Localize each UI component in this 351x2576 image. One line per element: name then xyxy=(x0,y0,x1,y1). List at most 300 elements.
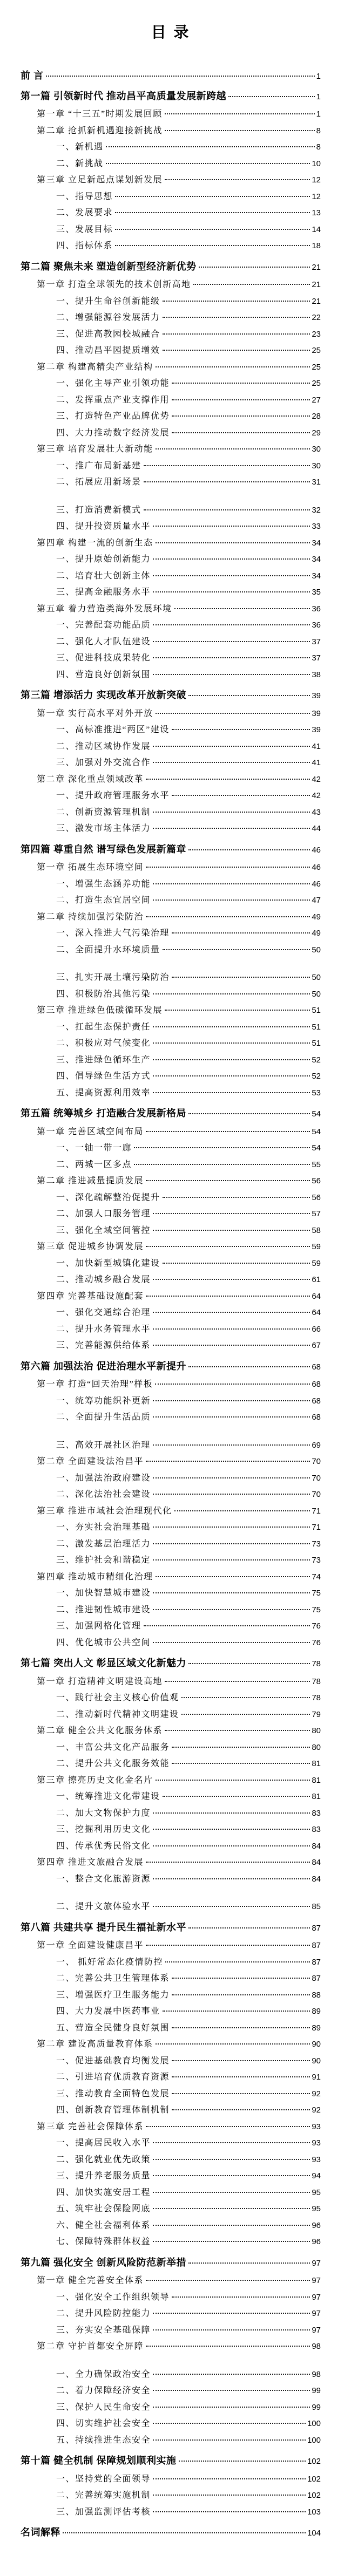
toc-entry xyxy=(21,552,321,569)
toc-entry-label: 第一章 打造“回天治理”样板 xyxy=(37,1380,153,1389)
toc-entry-label: 三、提升养老服务质量 xyxy=(56,2171,151,2180)
toc-entry-label: 五、营造全民健身良好氛围 xyxy=(56,2023,170,2033)
toc-entry-label: 一、坚持党的全面领导 xyxy=(56,2474,151,2484)
toc-entry xyxy=(21,2400,321,2417)
dot-leader xyxy=(153,1829,310,1830)
toc-entry-page: 70 xyxy=(312,1457,321,1466)
toc-entry-label: 二、发挥重点产业支撑作用 xyxy=(56,395,170,405)
dot-leader xyxy=(172,1994,310,1995)
dot-leader xyxy=(163,949,310,950)
toc-entry xyxy=(21,1377,321,1394)
toc-entry-label: 一、提升政府管理服务水平 xyxy=(56,791,170,800)
toc-entry-page: 90 xyxy=(312,2040,321,2049)
dot-leader xyxy=(199,267,310,268)
toc-entry xyxy=(21,2218,321,2235)
toc-entry-page: 84 xyxy=(312,1841,321,1851)
toc-entry-page: 92 xyxy=(312,2089,321,2098)
toc-entry-page: 49 xyxy=(312,929,321,938)
toc-entry-page: 12 xyxy=(312,175,321,185)
toc-entry-page: 97 xyxy=(312,2276,321,2285)
toc-entry-page: 88 xyxy=(312,1990,321,2000)
toc-entry-label: 三、促进科技成果转化 xyxy=(56,653,151,663)
toc-entry xyxy=(21,970,321,987)
toc-entry-label: 一、高标准推进“两区”建设 xyxy=(56,725,170,734)
dot-leader xyxy=(134,1147,310,1148)
toc-entry xyxy=(21,536,321,553)
toc-entry xyxy=(21,1872,321,1889)
dot-leader xyxy=(153,2478,306,2479)
toc-entry xyxy=(21,310,321,327)
toc-entry-page: 94 xyxy=(312,2171,321,2180)
toc-entry-label: 四、指标体系 xyxy=(56,241,113,250)
toc-entry-page: 28 xyxy=(312,412,321,421)
dot-leader xyxy=(146,916,310,917)
dot-leader xyxy=(172,432,310,433)
toc-entry-label: 二、提升风险防控能力 xyxy=(56,2309,151,2318)
dot-leader xyxy=(165,1730,310,1731)
toc-entry-page: 47 xyxy=(312,896,321,905)
toc-entry xyxy=(21,860,321,877)
toc-entry-page: 98 xyxy=(312,2342,321,2351)
toc-entry-page: 87 xyxy=(312,1974,321,1983)
toc-entry xyxy=(21,1125,321,1141)
toc-entry xyxy=(21,2339,321,2356)
dot-leader xyxy=(165,130,315,131)
toc-entry xyxy=(21,2367,321,2384)
toc-entry xyxy=(21,206,321,222)
dot-leader xyxy=(153,2374,310,2375)
dot-leader xyxy=(153,1642,310,1643)
toc-entry xyxy=(21,585,321,602)
toc-entry-page: 1 xyxy=(316,72,321,81)
dot-leader xyxy=(146,2346,310,2347)
toc-entry-label: 第二章 推进减量提质发展 xyxy=(37,1176,144,1185)
toc-entry xyxy=(21,2120,321,2136)
dot-leader xyxy=(156,542,310,543)
toc-entry-label: 二、创新资源管理机制 xyxy=(56,807,151,817)
toc-entry-page: 32 xyxy=(312,505,321,515)
toc-entry-page: 59 xyxy=(312,1258,321,1268)
toc-entry-label: 二、推动城乡融合发展 xyxy=(56,1275,151,1284)
toc-entry-label: 一、 抓好常态化疫情防控 xyxy=(56,1957,164,1967)
toc-entry-label: 第七篇 突出人文 彰显区域文化新魅力 xyxy=(21,1658,187,1668)
toc-entry xyxy=(21,1570,321,1586)
dot-leader xyxy=(163,301,310,302)
toc-entry-label: 三、激发市场主体活力 xyxy=(56,824,151,833)
toc-entry xyxy=(21,2323,321,2340)
toc-entry-label: 四、营造良好创新氛围 xyxy=(56,670,151,679)
dot-leader xyxy=(153,2423,306,2424)
dot-leader xyxy=(115,196,310,197)
toc-entry xyxy=(21,2103,321,2120)
toc-entry xyxy=(21,1069,321,1086)
toc-entry xyxy=(21,1106,321,1122)
toc-entry-label: 二、激发基层治理活力 xyxy=(56,1539,151,1549)
dot-leader xyxy=(153,1592,310,1593)
toc-entry-label: 一、统筹功能织补更新 xyxy=(56,1396,151,1406)
toc-entry-page: 52 xyxy=(312,1072,321,1081)
toc-entry-page: 27 xyxy=(312,395,321,405)
dot-leader xyxy=(174,1510,310,1511)
toc-entry xyxy=(21,376,321,393)
dot-leader xyxy=(188,2262,310,2264)
dot-leader xyxy=(163,2011,310,2012)
toc-entry-label: 一、加快智慧城市建设 xyxy=(56,1589,151,1598)
toc-entry-label: 第三章 擦亮历史文化金名片 xyxy=(37,1775,153,1785)
toc-entry-label: 一、提升生命谷创新能级 xyxy=(56,296,160,306)
dot-leader xyxy=(163,1263,310,1264)
toc-entry-label: 一、一轴一带一廊 xyxy=(56,1143,132,1153)
toc-entry-label: 第三章 立足新起点谋划新发展 xyxy=(37,175,163,185)
toc-entry-label: 第四章 完善基础设施配套 xyxy=(37,1291,144,1301)
toc-entry xyxy=(21,1586,321,1603)
toc-entry-page: 83 xyxy=(312,1825,321,1834)
toc-entry-label: 三、推动教育全面特色发展 xyxy=(56,2089,170,2098)
toc-entry xyxy=(21,1839,321,1856)
dot-leader xyxy=(172,1747,310,1748)
toc-entry-page: 103 xyxy=(307,2507,321,2517)
toc-entry-label: 三、打造特色产业品牌优势 xyxy=(56,412,170,421)
toc-entry-page: 104 xyxy=(307,2529,321,2538)
dot-leader xyxy=(156,1780,310,1781)
toc-entry-page: 54 xyxy=(312,1109,321,1119)
dot-leader xyxy=(153,2329,310,2330)
toc-entry-page: 93 xyxy=(312,2122,321,2131)
toc-entry-page: 71 xyxy=(312,1523,321,1532)
toc-entry xyxy=(21,1988,321,2005)
toc-entry xyxy=(21,1141,321,1157)
dot-leader xyxy=(153,1559,310,1560)
dot-leader xyxy=(63,2532,306,2533)
toc-entry xyxy=(21,1635,321,1652)
toc-entry xyxy=(21,1553,321,1570)
dot-leader xyxy=(156,2043,310,2045)
dot-leader xyxy=(179,2461,306,2462)
toc-entry xyxy=(21,222,321,239)
toc-entry xyxy=(21,124,321,140)
toc-entry-page: 92 xyxy=(312,2105,321,2115)
toc-entry-page: 1 xyxy=(316,92,321,101)
dot-leader xyxy=(155,1384,310,1385)
toc-list xyxy=(21,68,321,2541)
toc-entry xyxy=(21,459,321,475)
toc-entry-page: 46 xyxy=(312,879,321,889)
toc-entry xyxy=(21,140,321,156)
toc-entry xyxy=(21,706,321,723)
toc-entry xyxy=(21,1305,321,1322)
dot-leader xyxy=(144,509,310,510)
dot-leader xyxy=(172,977,310,978)
toc-entry xyxy=(21,1855,321,1872)
toc-entry xyxy=(21,519,321,536)
toc-entry-page: 35 xyxy=(312,588,321,597)
dot-leader xyxy=(172,383,310,384)
toc-entry-page: 84 xyxy=(312,1858,321,1867)
toc-entry-page: 81 xyxy=(312,1759,321,1768)
toc-entry-label: 一、增强生态涵养功能 xyxy=(56,879,151,889)
toc-entry xyxy=(21,1822,321,1839)
toc-entry xyxy=(21,2525,321,2541)
toc-entry-page: 41 xyxy=(312,741,321,751)
dot-leader xyxy=(156,448,310,449)
toc-entry-page: 95 xyxy=(312,2204,321,2213)
toc-entry xyxy=(21,2234,321,2251)
toc-entry-label: 第四篇 尊重自然 谱写绿色发展新篇章 xyxy=(21,843,187,855)
toc-entry xyxy=(21,1920,321,1937)
toc-entry-page: 64 xyxy=(312,1291,321,1301)
toc-entry-label: 四、切实维护社会安全 xyxy=(56,2419,151,2428)
toc-entry-page: 25 xyxy=(312,346,321,355)
dot-leader xyxy=(172,2296,310,2298)
toc-entry-page: 38 xyxy=(312,670,321,679)
toc-entry-page: 59 xyxy=(312,1242,321,1251)
dot-leader xyxy=(153,1075,310,1076)
toc-entry xyxy=(21,393,321,410)
toc-entry-label: 一、强化交通综合治理 xyxy=(56,1308,151,1317)
toc-entry-page: 87 xyxy=(312,1923,321,1933)
toc-entry xyxy=(21,1674,321,1691)
toc-entry xyxy=(21,788,321,805)
toc-entry-page: 69 xyxy=(312,1440,321,1450)
toc-entry-page: 76 xyxy=(312,1638,321,1647)
dot-leader xyxy=(153,1230,310,1231)
toc-entry xyxy=(21,1086,321,1102)
toc-entry xyxy=(21,1938,321,1955)
toc-entry-label: 二、深化法治社会建设 xyxy=(56,1490,151,1499)
toc-entry-label: 二、着力保障经济安全 xyxy=(56,2386,151,2395)
toc-entry xyxy=(21,2152,321,2169)
toc-entry-label: 第二章 抢抓新机遇迎接新挑战 xyxy=(37,126,163,135)
dot-leader xyxy=(153,1328,310,1330)
dot-leader xyxy=(228,96,315,97)
toc-entry xyxy=(21,987,321,1004)
toc-entry xyxy=(21,877,321,894)
dot-leader xyxy=(172,1763,310,1764)
dot-leader xyxy=(153,1609,310,1610)
toc-entry-label: 三、加强网格化管理 xyxy=(56,1621,141,1631)
toc-entry-page: 37 xyxy=(312,637,321,646)
toc-entry-label: 二、提升公共文化服务效能 xyxy=(56,1759,170,1768)
toc-entry-label: 五、提高资源利用效率 xyxy=(56,1088,151,1098)
toc-entry xyxy=(21,1899,321,1916)
toc-entry-label: 三、高效开展社区治理 xyxy=(56,1440,151,1450)
dot-leader xyxy=(115,245,310,246)
toc-entry xyxy=(21,2136,321,2152)
toc-entry-page: 49 xyxy=(312,912,321,922)
toc-entry xyxy=(21,426,321,442)
dot-leader xyxy=(165,1681,310,1682)
toc-entry xyxy=(21,1174,321,1190)
toc-entry xyxy=(21,755,321,772)
toc-entry xyxy=(21,68,321,85)
toc-entry-label: 一、加强法治政府建设 xyxy=(56,1473,151,1483)
dot-leader xyxy=(153,2313,310,2314)
dot-leader xyxy=(172,2060,310,2061)
dot-leader xyxy=(153,2495,306,2496)
toc-entry-page: 30 xyxy=(312,461,321,471)
toc-entry xyxy=(21,569,321,585)
toc-entry xyxy=(21,2472,321,2489)
toc-entry-label: 一、推广布局新基建 xyxy=(56,461,141,471)
toc-entry-label: 第二章 守护首都安全屏障 xyxy=(37,2342,144,2351)
toc-entry-page: 43 xyxy=(312,807,321,817)
dot-leader xyxy=(153,2159,310,2160)
dot-leader xyxy=(153,1444,310,1446)
toc-entry-page: 81 xyxy=(312,1792,321,1801)
dot-leader xyxy=(153,1906,310,1907)
dot-leader xyxy=(106,163,310,164)
toc-entry xyxy=(21,1190,321,1207)
dot-leader xyxy=(146,1945,310,1946)
toc-entry-label: 第五章 着力营造类海外发展环境 xyxy=(37,604,172,614)
dot-leader xyxy=(153,1213,310,1214)
dot-leader xyxy=(146,1862,310,1863)
toc-entry-page: 78 xyxy=(312,1659,321,1668)
toc-entry-label: 第一章 全面建设健康昌平 xyxy=(37,1941,144,1950)
dot-leader xyxy=(163,333,310,335)
toc-entry-label: 一、强化主导产业引领功能 xyxy=(56,379,170,388)
toc-entry xyxy=(21,2416,321,2433)
toc-entry-label: 第二章 构建高精尖产业结构 xyxy=(37,362,153,372)
toc-entry xyxy=(21,1410,321,1427)
toc-entry xyxy=(21,2255,321,2272)
toc-entry-label: 三、加强监测评估考核 xyxy=(56,2507,151,2517)
toc-entry xyxy=(21,618,321,635)
toc-entry-label: 三、完善能源供给体系 xyxy=(56,1341,151,1350)
toc-entry-page: 51 xyxy=(312,1022,321,1032)
toc-entry-page: 50 xyxy=(312,945,321,955)
toc-entry-page: 50 xyxy=(312,989,321,999)
toc-entry xyxy=(21,2273,321,2290)
toc-entry-label: 第一章 健全完善安全体系 xyxy=(37,2276,144,2285)
toc-entry-page: 75 xyxy=(312,1605,321,1614)
toc-entry xyxy=(21,1338,321,1355)
dot-leader xyxy=(153,1026,310,1027)
toc-entry-page: 84 xyxy=(312,1874,321,1884)
dot-leader xyxy=(106,146,315,147)
toc-entry-label: 一、丰富公共文化产品服务 xyxy=(56,1742,170,1752)
toc-entry-page: 67 xyxy=(312,1341,321,1350)
toc-entry-page: 8 xyxy=(316,126,321,135)
toc-entry-label: 第八篇 共建共享 提升民生福祉新水平 xyxy=(21,1921,187,1933)
toc-entry xyxy=(21,2185,321,2202)
toc-entry-page: 58 xyxy=(312,1225,321,1235)
dot-leader xyxy=(153,1494,310,1495)
toc-entry xyxy=(21,1003,321,1020)
toc-entry-label: 五、筑牢社会保险网底 xyxy=(56,2204,151,2213)
toc-entry xyxy=(21,2037,321,2054)
toc-entry-page: 18 xyxy=(312,241,321,250)
toc-entry-label: 七、保障特殊群体权益 xyxy=(56,2237,151,2246)
toc-entry-page: 34 xyxy=(312,538,321,548)
toc-entry-label: 第一章 拓展生态环境空间 xyxy=(37,863,144,872)
dot-leader xyxy=(172,2109,310,2110)
toc-entry-label: 三、维护社会和谐稳定 xyxy=(56,1556,151,1565)
toc-entry xyxy=(21,1707,321,1724)
dot-leader xyxy=(144,1625,310,1626)
toc-entry-label: 四、大力发展中医药事业 xyxy=(56,2007,160,2016)
toc-entry-label: 第三章 推进绿色低碳循环发展 xyxy=(37,1006,163,1015)
toc-entry xyxy=(21,327,321,344)
toc-entry-label: 四、创新教育管理体制机制 xyxy=(56,2105,170,2115)
toc-entry-page: 97 xyxy=(312,2309,321,2318)
toc-entry xyxy=(21,651,321,667)
toc-entry xyxy=(21,1394,321,1410)
toc-entry-page: 41 xyxy=(312,758,321,767)
toc-entry-page: 87 xyxy=(312,1941,321,1950)
toc-entry-label: 二、加强人口服务管理 xyxy=(56,1209,151,1218)
toc-entry xyxy=(21,343,321,360)
toc-entry-label: 第四章 推进文旅融合发展 xyxy=(37,1858,144,1867)
toc-entry xyxy=(21,1756,321,1773)
toc-entry-page: 99 xyxy=(312,2402,321,2412)
toc-entry xyxy=(21,893,321,910)
toc-entry-page: 96 xyxy=(312,2220,321,2230)
toc-entry xyxy=(21,1053,321,1069)
toc-entry xyxy=(21,2021,321,2037)
toc-entry-label: 一、扛起生态保护责任 xyxy=(56,1022,151,1032)
toc-entry xyxy=(21,1806,321,1823)
toc-entry-page: 44 xyxy=(312,824,321,833)
toc-entry xyxy=(21,2054,321,2070)
toc-entry xyxy=(21,2087,321,2103)
toc-entry xyxy=(21,1239,321,1256)
toc-entry-label: 一、深入推进大气污染治理 xyxy=(56,929,170,938)
toc-entry-label: 一、践行社会主义核心价值观 xyxy=(56,1693,179,1702)
toc-entry-page: 78 xyxy=(312,1677,321,1686)
toc-entry-label: 第三章 推进市域社会治理现代化 xyxy=(37,1506,172,1516)
toc-entry xyxy=(21,1619,321,1635)
toc-entry xyxy=(21,2488,321,2505)
toc-entry-label: 二、加大文物保护力度 xyxy=(56,1808,151,1818)
toc-entry xyxy=(21,1157,321,1174)
toc-entry-label: 第三章 培育发展壮大新动能 xyxy=(37,445,153,454)
toc-entry-label: 二、完善统筹实施机制 xyxy=(56,2491,151,2500)
toc-entry-page: 99 xyxy=(312,2386,321,2395)
toc-entry-label: 二、积极应对气候变化 xyxy=(56,1039,151,1048)
toc-entry xyxy=(21,1655,321,1672)
dot-leader xyxy=(153,2439,306,2441)
toc-entry-label: 第二章 健全公共文化服务体系 xyxy=(37,1726,163,1735)
toc-entry-page: 76 xyxy=(312,1621,321,1631)
toc-entry-page: 87 xyxy=(312,1957,321,1967)
dot-leader xyxy=(172,399,310,400)
toc-entry-label: 第四章 构建一流的创新生态 xyxy=(37,538,153,548)
dot-leader xyxy=(165,1961,310,1962)
dot-leader xyxy=(153,2208,310,2209)
toc-entry-label: 二、推动新时代精神文明建设 xyxy=(56,1709,179,1719)
dot-leader xyxy=(188,1663,310,1664)
dot-leader xyxy=(172,729,310,730)
toc-entry xyxy=(21,1971,321,1988)
toc-entry xyxy=(21,2505,321,2522)
toc-entry-page: 53 xyxy=(312,1088,321,1098)
toc-entry-label: 三、夯实安全基础保障 xyxy=(56,2325,151,2335)
dot-leader xyxy=(153,1059,310,1060)
dot-leader xyxy=(46,76,315,77)
toc-entry-label: 一、提高居民收入水平 xyxy=(56,2138,151,2148)
toc-entry-page: 68 xyxy=(312,1396,321,1406)
toc-entry-page: 96 xyxy=(312,2237,321,2246)
dot-leader xyxy=(153,812,310,813)
dot-leader xyxy=(153,746,310,747)
toc-entry xyxy=(21,1603,321,1619)
toc-entry xyxy=(21,88,321,105)
dot-leader xyxy=(153,1526,310,1528)
toc-entry xyxy=(21,2070,321,2087)
toc-entry xyxy=(21,1272,321,1289)
toc-entry xyxy=(21,739,321,756)
